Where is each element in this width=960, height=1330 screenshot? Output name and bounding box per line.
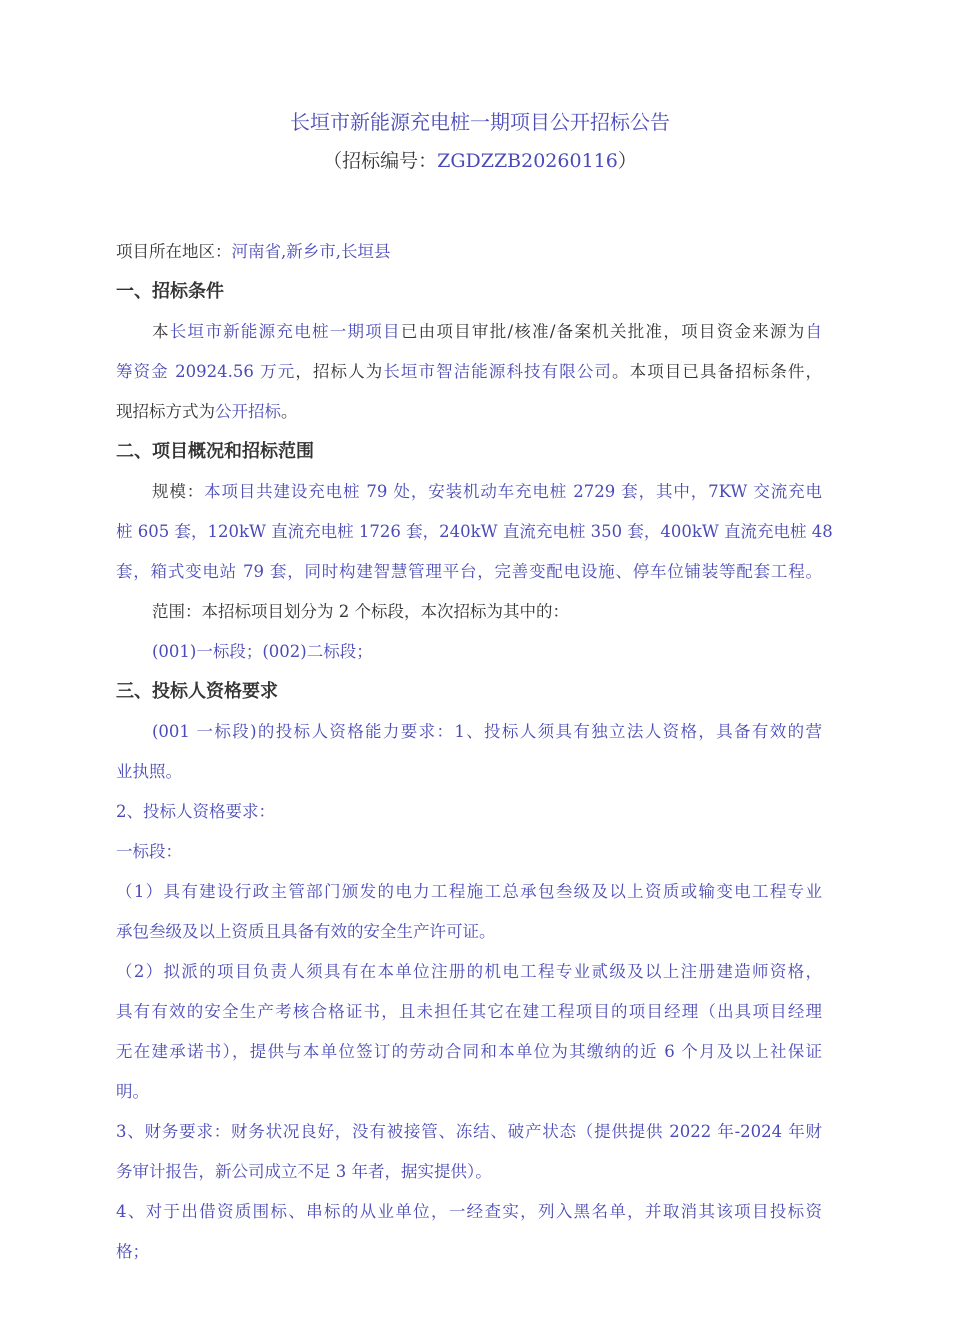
- text-line: [152, 320, 822, 344]
- highlighted-text: （2）拟派的项目负责人须具有在本单位注册的机电工程专业贰级及以上注册建造师资格，: [116, 962, 822, 981]
- highlighted-text: 一标段：: [116, 842, 182, 861]
- highlighted-text: （1）具有建设行政主管部门颁发的电力工程施工总承包叁级及以上资质或输变电工程专业: [116, 882, 822, 901]
- highlighted-text: (001)一标段；(002)二标段；: [152, 642, 373, 661]
- section-heading: [116, 440, 822, 464]
- highlighted-text: 套，箱式变电站 79 套，同时构建智慧管理平台，完善变配电设施、停车位铺装等配套工程。: [116, 562, 822, 581]
- tender-number-close: ）: [617, 150, 637, 172]
- text-line: [152, 720, 822, 744]
- text-line: [116, 840, 822, 864]
- plain-text: 本: [152, 322, 170, 341]
- tender-number: [0, 146, 960, 173]
- text-line: [116, 1160, 822, 1184]
- highlighted-text: 格；: [116, 1242, 149, 1261]
- text-line: [116, 920, 822, 944]
- highlighted-text: 3、财务要求：财务状况良好，没有被接管、冻结、破产状态（提供提供 2022 年-2024 年财: [116, 1122, 822, 1141]
- text-line: [116, 240, 822, 264]
- section-heading: [116, 680, 822, 704]
- plain-text: 。: [281, 402, 298, 421]
- text-line: [116, 1080, 822, 1104]
- plain-text: ，招标人为: [295, 362, 384, 381]
- text-line: [116, 1040, 822, 1064]
- text-line: [116, 880, 822, 904]
- highlighted-text: 业执照。: [116, 762, 182, 781]
- plain-text: 已由项目审批/核准/备案机关批准，项目资金来源为: [400, 322, 806, 341]
- highlighted-text: 务审计报告，新公司成立不足 3 年者，据实提供）。: [116, 1162, 492, 1181]
- plain-text: 。本项目已具备招标条件，: [612, 362, 823, 381]
- highlighted-text: (001 一标段)的投标人资格能力要求：1、投标人须具有独立法人资格，具备有效的营: [152, 722, 822, 741]
- text-line: [152, 640, 822, 664]
- highlighted-text: 承包叁级及以上资质且具备有效的安全生产许可证。: [116, 922, 496, 941]
- plain-text: 一、招标条件: [116, 281, 224, 302]
- highlighted-text: 公开招标: [215, 402, 281, 421]
- text-line: [116, 800, 822, 824]
- text-line: [116, 1240, 822, 1264]
- text-line: [116, 960, 822, 984]
- text-line: [116, 560, 822, 584]
- highlighted-text: 明。: [116, 1082, 149, 1101]
- highlighted-text: 筹资金 20924.56 万元: [116, 362, 296, 381]
- highlighted-text: 长垣市智洁能源科技有限公司: [383, 362, 613, 381]
- plain-text: 三、投标人资格要求: [116, 681, 278, 702]
- text-line: [116, 1200, 822, 1224]
- text-line: [116, 400, 822, 424]
- highlighted-text: 河南省,新乡市,长垣县: [231, 242, 391, 261]
- tender-number-code: ZGDZZB20260116: [437, 150, 618, 172]
- plain-text: 项目所在地区：: [116, 242, 232, 261]
- plain-text: 现招标方式为: [116, 402, 215, 421]
- highlighted-text: 长垣市新能源充电桩一期项目: [169, 322, 401, 341]
- text-line: [116, 1120, 822, 1144]
- tender-number-label: （招标编号：: [323, 150, 438, 172]
- text-line: [152, 480, 822, 504]
- plain-text: 规模：: [152, 482, 205, 501]
- text-line: [116, 520, 833, 544]
- highlighted-text: 本项目共建设充电桩 79 处，安装机动车充电桩 2729 套，其中，7KW 交流充电: [204, 482, 822, 501]
- text-line: [116, 760, 822, 784]
- document-title: 长垣市新能源充电桩一期项目公开招标公告: [290, 110, 670, 134]
- highlighted-text: 具有有效的安全生产考核合格证书，且未担任其它在建工程项目的项目经理（出具项目经理: [116, 1002, 822, 1021]
- text-line: [116, 360, 822, 384]
- highlighted-text: 自: [805, 322, 823, 341]
- highlighted-text: 无在建承诺书），提供与本单位签订的劳动合同和本单位为其缴纳的近 6 个月及以上社保证: [116, 1042, 822, 1061]
- plain-text: 二、项目概况和招标范围: [116, 441, 314, 462]
- highlighted-text: 4、对于出借资质围标、串标的从业单位，一经查实，列入黑名单，并取消其该项目投标资: [116, 1202, 822, 1221]
- highlighted-text: 2、投标人资格要求：: [116, 802, 275, 821]
- text-line: [152, 600, 822, 624]
- section-heading: [116, 280, 822, 304]
- highlighted-text: 桩 605 套，120kW 直流充电桩 1726 套，240kW 直流充电桩 350 套，400kW 直流充电桩 48: [116, 522, 833, 541]
- plain-text: 范围：本招标项目划分为 2 个标段，本次招标为其中的：: [152, 602, 569, 621]
- text-line: [116, 1000, 822, 1024]
